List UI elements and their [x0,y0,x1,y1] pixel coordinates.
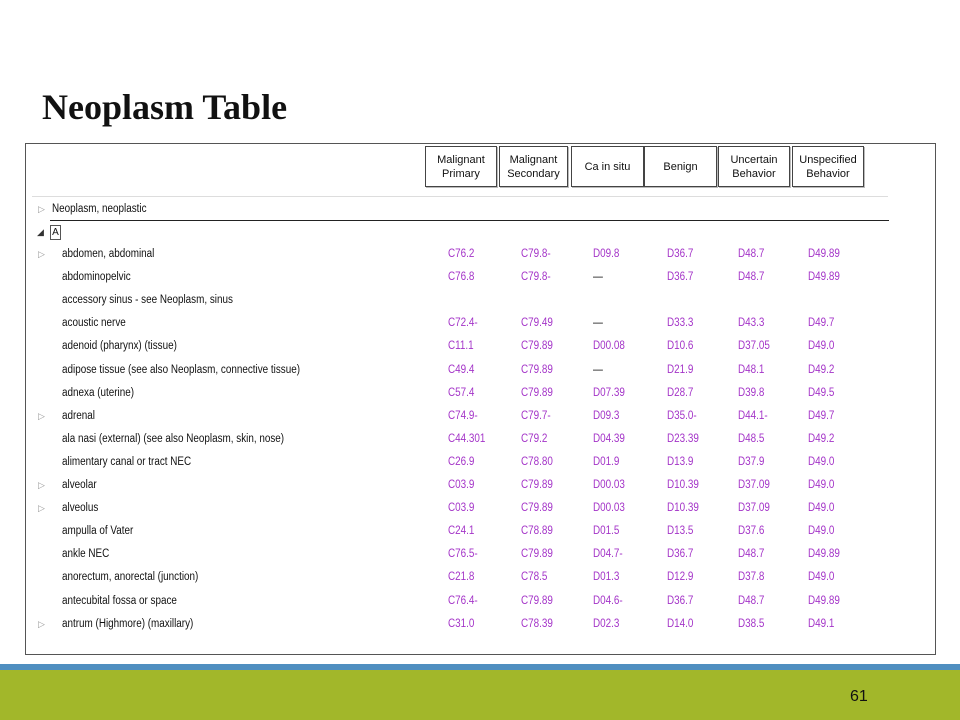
row-code[interactable]: D49.7 [808,317,835,330]
row-code[interactable]: C79.2 [521,432,548,445]
row-code[interactable]: D48.1 [738,363,765,376]
row-code[interactable]: C79.89 [521,502,553,515]
header-unspecified-behavior-line1: Unspecified [799,153,857,166]
row-term: alimentary canal or tract NEC [62,455,192,468]
table-row[interactable] [26,336,936,358]
table-row[interactable] [26,244,936,266]
row-code[interactable]: C76.5- [448,548,478,561]
row-code[interactable]: D49.1 [808,617,835,630]
row-code[interactable]: D01.5 [593,525,620,538]
letter-row[interactable] [26,222,936,244]
row-code[interactable]: C79.89 [521,363,553,376]
row-code[interactable]: D43.3 [738,317,765,330]
expand-arrow-icon[interactable]: ▷ [38,204,45,214]
row-term: ampulla of Vater [62,525,134,538]
row-code[interactable]: D35.0- [667,409,697,422]
header-uncertain-behavior-line2: Behavior [732,167,776,180]
row-code[interactable]: D01.3 [593,571,620,584]
row-code[interactable]: C79.49 [521,317,553,330]
row-code[interactable]: C79.8- [521,248,551,260]
table-row[interactable] [26,406,936,428]
row-code[interactable]: D49.0 [808,479,835,491]
row-code[interactable]: D00.03 [593,502,625,515]
row-code[interactable]: D28.7 [667,386,694,399]
row-code[interactable]: C78.39 [521,617,553,630]
expand-arrow-icon[interactable]: ▷ [38,618,45,629]
neoplasm-table-screenshot [25,143,936,655]
row-code[interactable]: D49.7 [808,409,835,422]
header-unspecified-behavior [792,146,864,187]
group-label: Neoplasm, neoplastic [52,203,147,215]
header-benign [644,146,717,187]
row-code[interactable]: C76.4- [448,594,478,607]
row-code[interactable]: D36.7 [667,548,694,561]
row-term: adenoid (pharynx) (tissue) [62,340,177,353]
row-code[interactable]: D13.9 [667,455,694,468]
row-term: antecubital fossa or space [62,594,177,607]
row-term: ankle NEC [62,548,110,561]
row-term: adrenal [62,409,96,422]
row-term: acoustic nerve [62,317,126,330]
divider [32,196,888,197]
group-row[interactable] [26,199,936,221]
row-code[interactable]: C72.4- [448,317,478,330]
row-code[interactable]: D49.0 [808,571,835,584]
row-code[interactable]: D01.9 [593,455,620,468]
row-code[interactable]: C03.9 [448,502,475,515]
row-code[interactable]: D36.7 [667,248,694,260]
row-code[interactable]: D12.9 [667,571,694,584]
row-code[interactable]: D02.3 [593,617,620,630]
row-code[interactable]: C78.80 [521,455,553,468]
row-code[interactable]: C74.9- [448,409,478,422]
row-code[interactable]: C79.8- [521,271,551,284]
row-code[interactable]: D10.39 [667,502,699,515]
row-code[interactable]: D37.6 [738,525,765,538]
row-code[interactable]: D49.89 [808,248,840,260]
row-term: alveolar [62,479,97,491]
row-code[interactable]: C79.89 [521,548,553,561]
header-uncertain-behavior-line1: Uncertain [730,153,778,166]
row-code[interactable]: C49.4 [448,363,475,376]
letter-index: A [50,225,61,240]
row-term: ala nasi (external) (see also Neoplasm, skin, nose) [62,432,285,445]
row-code[interactable]: C44.301 [448,432,486,445]
row-term: abdomen, abdominal [62,248,155,260]
table-row[interactable] [26,429,936,451]
row-code[interactable]: D37.09 [738,502,770,515]
row-code[interactable]: D44.1- [738,409,768,422]
row-code[interactable]: D04.6- [593,594,623,607]
row-code[interactable]: D37.05 [738,340,770,353]
row-term: anorectum, anorectal (junction) [62,571,199,584]
row-code[interactable]: D48.7 [738,594,765,607]
row-code[interactable]: D23.39 [667,432,699,445]
row-code[interactable]: D38.5 [738,617,765,630]
row-code[interactable]: D00.03 [593,479,625,491]
row-code[interactable]: D37.8 [738,571,765,584]
table-row[interactable] [26,290,936,312]
row-code[interactable]: D49.89 [808,271,840,284]
row-code[interactable]: D49.0 [808,525,835,538]
row-code[interactable]: D09.8 [593,248,620,260]
row-code[interactable]: D37.09 [738,479,770,491]
table-row[interactable] [26,383,936,405]
row-term: abdominopelvic [62,271,131,284]
row-code[interactable]: D36.7 [667,594,694,607]
footer-bar [0,670,960,720]
expand-arrow-icon[interactable]: ▷ [38,503,45,514]
table-row[interactable] [26,544,936,566]
header-ca-in-situ [571,146,644,187]
header-malignant-secondary-line1: Malignant [509,153,558,166]
row-term: accessory sinus - see Neoplasm, sinus [62,294,233,307]
row-code[interactable]: D39.8 [738,386,765,399]
table-row[interactable] [26,360,936,382]
row-code[interactable]: D48.7 [738,248,765,260]
table-row[interactable] [26,313,936,335]
row-code[interactable]: C31.0 [448,617,475,630]
table-row[interactable] [26,591,936,613]
table-row[interactable] [26,267,936,289]
row-code[interactable]: C79.7- [521,409,551,422]
page-number: 61 [850,688,868,705]
row-code[interactable]: — [593,363,603,376]
header-malignant-primary [425,146,497,187]
row-code[interactable]: — [593,317,603,330]
row-code[interactable]: D14.0 [667,617,694,630]
header-benign-label: Benign [663,160,698,173]
row-code[interactable]: D49.0 [808,340,835,353]
row-code[interactable]: D49.89 [808,548,840,561]
row-code[interactable]: C79.89 [521,386,553,399]
row-code[interactable]: D37.9 [738,455,765,468]
header-unspecified-behavior-line2: Behavior [806,167,850,180]
row-code[interactable]: C26.9 [448,455,475,468]
row-code[interactable]: D33.3 [667,317,694,330]
row-code[interactable]: C78.5 [521,571,548,584]
row-code[interactable]: D04.39 [593,432,625,445]
slide-title: Neoplasm Table [42,87,288,127]
row-code[interactable]: C76.2 [448,248,475,260]
row-code[interactable]: D48.7 [738,271,765,284]
table-row[interactable] [26,452,936,474]
table-row[interactable] [26,498,936,520]
row-term: antrum (Highmore) (maxillary) [62,617,194,630]
row-code[interactable]: C21.8 [448,571,475,584]
row-code[interactable]: C76.8 [448,271,475,284]
table-row[interactable] [26,521,936,543]
row-code[interactable]: D21.9 [667,363,694,376]
row-code[interactable]: D49.2 [808,363,835,376]
row-code[interactable]: D49.0 [808,502,835,515]
table-row[interactable] [26,614,936,636]
expand-arrow-icon[interactable]: ▷ [38,249,45,259]
row-code[interactable]: D49.89 [808,594,840,607]
header-ca-in-situ-label: Ca in situ [584,160,631,173]
row-code[interactable]: C78.89 [521,525,553,538]
row-term: adnexa (uterine) [62,386,135,399]
row-code[interactable]: C24.1 [448,525,475,538]
row-code[interactable]: C79.89 [521,340,553,353]
row-code[interactable]: D36.7 [667,271,694,284]
header-uncertain-behavior [718,146,790,187]
row-code[interactable]: C57.4 [448,386,475,399]
header-malignant-secondary [499,146,568,187]
header-malignant-primary-label: Malignant Primary [437,153,485,180]
row-code[interactable]: D49.2 [808,432,835,445]
row-code[interactable]: C79.89 [521,594,553,607]
row-code[interactable]: D13.5 [667,525,694,538]
table-row[interactable] [26,567,936,589]
header-malignant-secondary-line2: Secondary [507,167,560,180]
row-code[interactable]: C79.89 [521,479,553,491]
row-code[interactable]: D49.5 [808,386,835,399]
row-code[interactable]: C11.1 [448,340,474,353]
row-term: adipose tissue (see also Neoplasm, connective tissue) [62,363,301,376]
expand-arrow-icon[interactable]: ▷ [38,410,45,421]
table-row[interactable] [26,475,936,497]
row-code[interactable]: D48.7 [738,548,765,561]
row-code[interactable]: D48.5 [738,432,765,445]
row-code[interactable]: D04.7- [593,548,623,561]
row-code[interactable]: — [593,271,603,284]
row-code[interactable]: D07.39 [593,386,625,399]
row-term: alveolus [62,502,99,515]
row-code[interactable]: D00.08 [593,340,625,353]
row-code[interactable]: C03.9 [448,479,475,491]
collapse-arrow-icon[interactable]: ◢ [37,227,44,237]
row-code[interactable]: D10.6 [667,340,694,353]
row-code[interactable]: D49.0 [808,455,835,468]
row-code[interactable]: D09.3 [593,409,620,422]
letter-separator [50,220,889,221]
row-code[interactable]: D10.39 [667,479,699,491]
expand-arrow-icon[interactable]: ▷ [38,480,45,490]
